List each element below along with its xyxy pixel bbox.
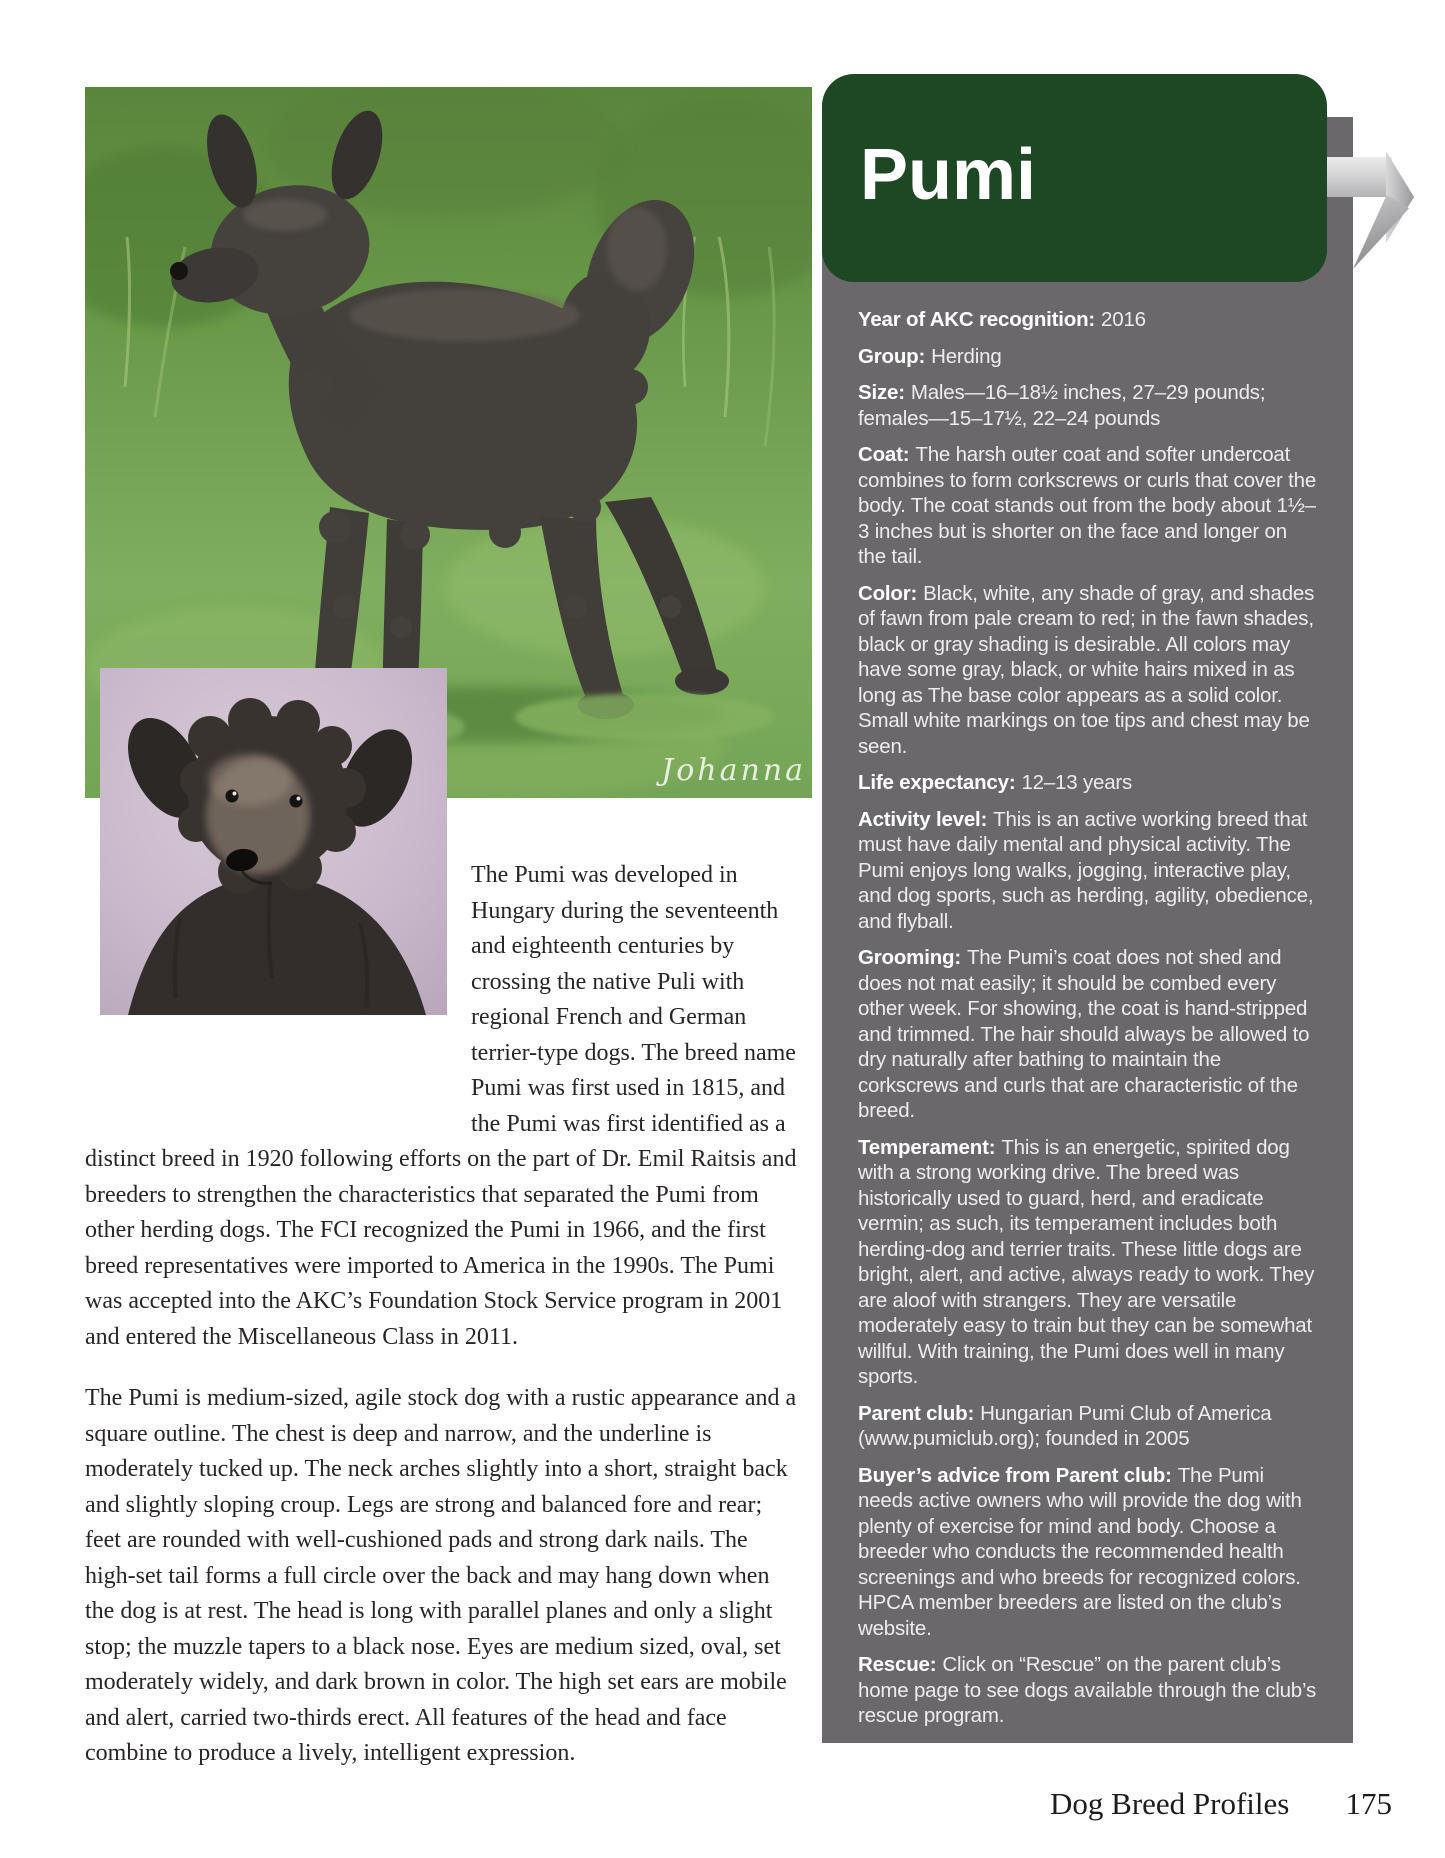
breed-attr-value: Hungarian Pumi Club of America (www.pumiclub.org); founded in 2005: [858, 1401, 1272, 1450]
breed-attr-label: Life expectancy:: [858, 771, 1016, 794]
breed-attr-value: This is an active working breed that must have daily mental and physical activity. The Pumi enjoys long walks, jogging, interactive play, and dog sports, such as herding, agility, obedience, and flyball.: [858, 807, 1314, 933]
breed-attr-value: Click on “Rescue” on the parent club’s home page to see dogs available through the club’s rescue program.: [858, 1653, 1317, 1727]
breed-attr-label: Year of AKC recognition:: [858, 308, 1096, 331]
breed-title-banner: [822, 74, 1327, 282]
history-paragraph: The Pumi was developed in Hungary during the seventeenth and eighteenth centuries by crossing the native Puli with regional French and German terrier-type dogs. The breed name Pumi was first used in 1815, and the Pumi was first identified as a distinct breed in 1920 following efforts on the part of Dr. Emil Raitsis and breeders to strengthen the characteristics that separated the Pumi from other herding dogs. The FCI recognized the Pumi in 1966, and the first breed representatives were imported to America in the 1990s. The Pumi was accepted into the AKC’s Foundation Stock Service program in 2001 and entered the Miscellaneous Class in 2011.: [85, 862, 797, 1350]
breed-attribute-row: [858, 1463, 1319, 1642]
breed-info-sidebar: [822, 117, 1353, 1743]
breed-attr-value: This is an energetic, spirited dog with a strong working drive. The breed was historically used to guard, herd, and eradicate vermin; as such, its temperament includes both herding-dog and terrier traits. These little dogs are bright, alert, and active, always ready to work. They are aloof with strangers. They are versatile moderately easy to train but they can be somewhat willful. With training, the Pumi does well in many sports.: [858, 1135, 1315, 1388]
page-footer: [1050, 1786, 1392, 1822]
page-tab-ribbon-band: [1320, 157, 1392, 197]
footer-page-number: 175: [1345, 1786, 1392, 1821]
breed-attr-label: Rescue:: [858, 1653, 937, 1676]
breed-attr-value: Males—16–18½ inches, 27–29 pounds; females—15–17½, 22–24 pounds: [858, 381, 1266, 430]
breed-attr-label: Size:: [858, 381, 905, 404]
breed-attribute-row: [858, 344, 1319, 370]
page-tab-ribbon-fold: [1353, 195, 1409, 269]
breed-attr-label: Activity level:: [858, 807, 988, 831]
breed-attr-value: The Pumi needs active owners who will provide the dog with plenty of exercise for mind and body. Choose a breeder who conducts the recommended health screenings and who breeds for recognized colors. HPCA member breeders are listed on the club’s website.: [858, 1463, 1302, 1640]
breed-attr-value: The harsh outer coat and softer undercoat combines to form corkscrews or curls that cover the body. The coat stands out from the body about 1½–3 inches but is shorter on the face and longer on the tail.: [858, 443, 1317, 568]
breed-attribute-row: [858, 1652, 1319, 1729]
breed-attr-label: Temperament:: [858, 1135, 996, 1159]
breed-attribute-row: [858, 945, 1319, 1124]
page-tab-ribbon-arrow: [1386, 151, 1414, 243]
breed-title: Pumi: [860, 135, 1037, 215]
breed-attribute-row: [858, 1135, 1319, 1390]
photo-watermark: Johanna: [661, 753, 806, 788]
breed-attr-label: Group:: [858, 344, 926, 368]
breed-attr-label: Parent club:: [858, 1401, 975, 1425]
breed-description: [85, 858, 799, 1772]
breed-attr-label: Grooming:: [858, 946, 961, 969]
breed-attribute-row: [858, 307, 1319, 333]
breed-attr-value: 2016: [1101, 308, 1146, 331]
breed-attribute-row: [858, 442, 1319, 570]
text-wrap-spacer: [85, 858, 471, 1107]
breed-attribute-row: [858, 581, 1319, 760]
breed-attribute-row: [858, 380, 1319, 431]
breed-attr-value: The Pumi’s coat does not shed and does not mat easily; it should be combed every other week. For showing, the coat is hand-stripped and trimmed. The hair should always be allowed to dry naturally after bathing to maintain the corkscrews and curls that are characteristic of the breed.: [858, 946, 1310, 1122]
breed-attr-label: Color:: [858, 581, 918, 605]
breed-attr-value: Herding: [931, 344, 1002, 368]
breed-attr-value: 12–13 years: [1021, 771, 1133, 794]
breed-attr-label: Coat:: [858, 443, 910, 466]
footer-section-title: Dog Breed Profiles: [1050, 1786, 1290, 1821]
breed-attr-value: Black, white, any shade of gray, and shades of fawn from pale cream to red; in the fawn shades, black or gray shading is desirable. All colors may have some gray, black, or white hairs mixed in as long as The base color appears as a solid color. Small white markings on toe tips and chest may be seen.: [858, 581, 1315, 758]
breed-attribute-row: [858, 1401, 1319, 1452]
breed-attribute-row: [858, 807, 1319, 935]
conformation-paragraph: The Pumi is medium-sized, agile stock dog with a rustic appearance and a square outline. The chest is deep and narrow, and the underline is moderately tucked up. The neck arches slightly into a short, straight back and slightly sloping croup. Legs are strong and balanced fore and rear; feet are rounded with well-cushioned pads and strong dark nails. The high-set tail forms a full circle over the back and may hang down when the dog is at rest. The head is long with parallel planes and only a slight stop; the muzzle tapers to a black nose. Eyes are medium sized, oval, set moderately widely, and dark brown in color. The high set ears are mobile and alert, carried two-thirds erect. All features of the head and face combine to produce a lively, intelligent expression.: [85, 1385, 797, 1766]
breed-attribute-row: [858, 770, 1319, 796]
breed-attr-label: Buyer’s advice from Parent club:: [858, 1463, 1172, 1487]
